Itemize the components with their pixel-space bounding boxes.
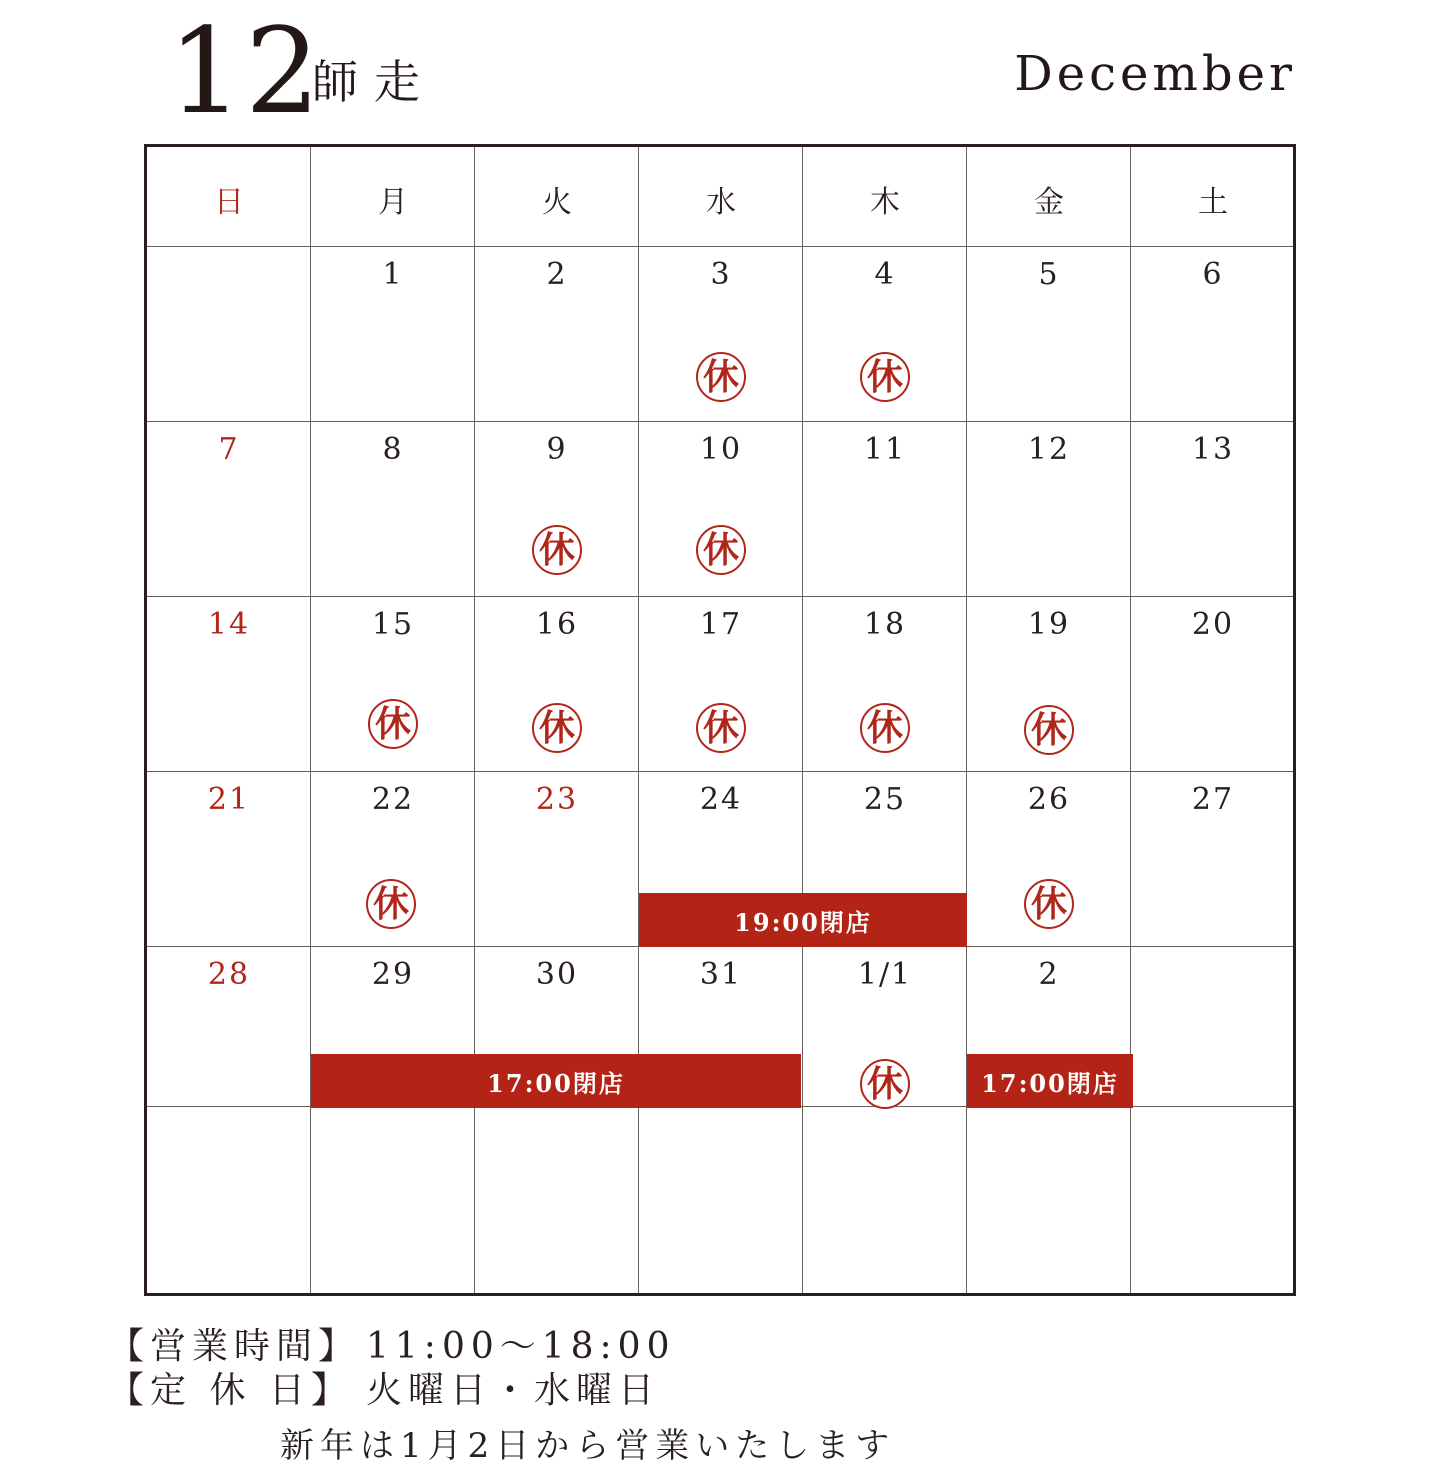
day-cell-number: 18 [863, 607, 907, 642]
day-cell-number: 3 [710, 257, 732, 292]
grid-line [638, 147, 639, 1293]
day-cell-number: 1/1 [857, 957, 913, 992]
new-year-notice: 新年は1月2日から営業いたします [280, 1426, 896, 1466]
holiday-stamp: 休 [1024, 879, 1074, 929]
grid-line [147, 771, 1293, 772]
grid-line [1130, 147, 1131, 1293]
day-cell-number: 5 [1038, 257, 1060, 292]
holiday-stamp: 休 [532, 703, 582, 753]
weekday-friday: 金 [1034, 185, 1064, 220]
day-cell-number: 10 [699, 432, 743, 467]
day-cell-number: 12 [1027, 432, 1071, 467]
day-cell-number: 25 [863, 782, 907, 817]
day-cell-number: 31 [699, 957, 743, 992]
day-cell-number: 22 [371, 782, 415, 817]
holiday-stamp: 休 [860, 703, 910, 753]
holiday-stamp: 休 [366, 879, 416, 929]
day-cell-number: 6 [1202, 257, 1224, 292]
day-cell-number: 2 [1038, 957, 1060, 992]
day-cell-number: 27 [1191, 782, 1235, 817]
calendar-grid [144, 144, 1296, 1296]
weekday-saturday: 土 [1198, 185, 1228, 220]
day-cell-number: 17 [699, 607, 743, 642]
grid-line [147, 596, 1293, 597]
month-english-name: December [1014, 46, 1296, 102]
day-cell-number: 2 [546, 257, 568, 292]
day-cell-number: 16 [535, 607, 579, 642]
month-japanese-name: 師走 [312, 55, 436, 109]
day-cell-number: 7 [218, 432, 240, 467]
day-cell-number: 8 [382, 432, 404, 467]
grid-line [474, 147, 475, 1293]
day-cell-number: 30 [535, 957, 579, 992]
closing-banner-1900: 19:00閉店 [639, 893, 967, 947]
holiday-stamp: 休 [860, 1059, 910, 1109]
business-hours-value: 11:00〜18:00 [366, 1326, 676, 1367]
holiday-stamp: 休 [532, 525, 582, 575]
holiday-stamp: 休 [696, 525, 746, 575]
holiday-stamp: 休 [696, 703, 746, 753]
weekday-monday: 月 [378, 185, 408, 220]
day-cell-number: 14 [207, 607, 251, 642]
day-cell-number: 1 [382, 257, 404, 292]
day-cell-number: 9 [546, 432, 568, 467]
day-cell-number: 19 [1027, 607, 1071, 642]
grid-line [802, 147, 803, 1293]
holiday-stamp: 休 [368, 699, 418, 749]
closing-banner-1700: 17:00閉店 [311, 1054, 801, 1108]
holiday-stamp: 休 [860, 352, 910, 402]
day-cell-number: 24 [699, 782, 743, 817]
day-cell-number: 11 [863, 432, 907, 467]
day-cell-number: 23 [535, 782, 579, 817]
day-cell-number: 21 [207, 782, 251, 817]
day-cell-number: 28 [207, 957, 251, 992]
day-cell-number: 15 [371, 607, 415, 642]
weekday-tuesday: 火 [542, 185, 572, 220]
day-cell-number: 26 [1027, 782, 1071, 817]
weekday-wednesday: 水 [706, 185, 736, 220]
business-hours-label: 【営業時間】 [108, 1326, 361, 1367]
holiday-stamp: 休 [1024, 705, 1074, 755]
day-cell-number: 13 [1191, 432, 1235, 467]
month-number: 12 [168, 2, 323, 140]
grid-line [147, 246, 1293, 247]
weekday-sunday: 日 [214, 185, 244, 220]
day-cell-number: 29 [371, 957, 415, 992]
grid-line [966, 147, 967, 1293]
weekday-thursday: 木 [870, 185, 900, 220]
grid-line [147, 421, 1293, 422]
regular-holiday-value: 火曜日・水曜日 [366, 1370, 661, 1411]
day-cell-number: 20 [1191, 607, 1235, 642]
day-cell-number: 4 [874, 257, 896, 292]
regular-holiday-label: 【定 休 日】 [108, 1370, 353, 1411]
closing-banner-1700: 17:00閉店 [967, 1054, 1133, 1108]
regular-holiday-row [108, 1362, 660, 1413]
grid-line [310, 147, 311, 1293]
holiday-stamp: 休 [696, 352, 746, 402]
